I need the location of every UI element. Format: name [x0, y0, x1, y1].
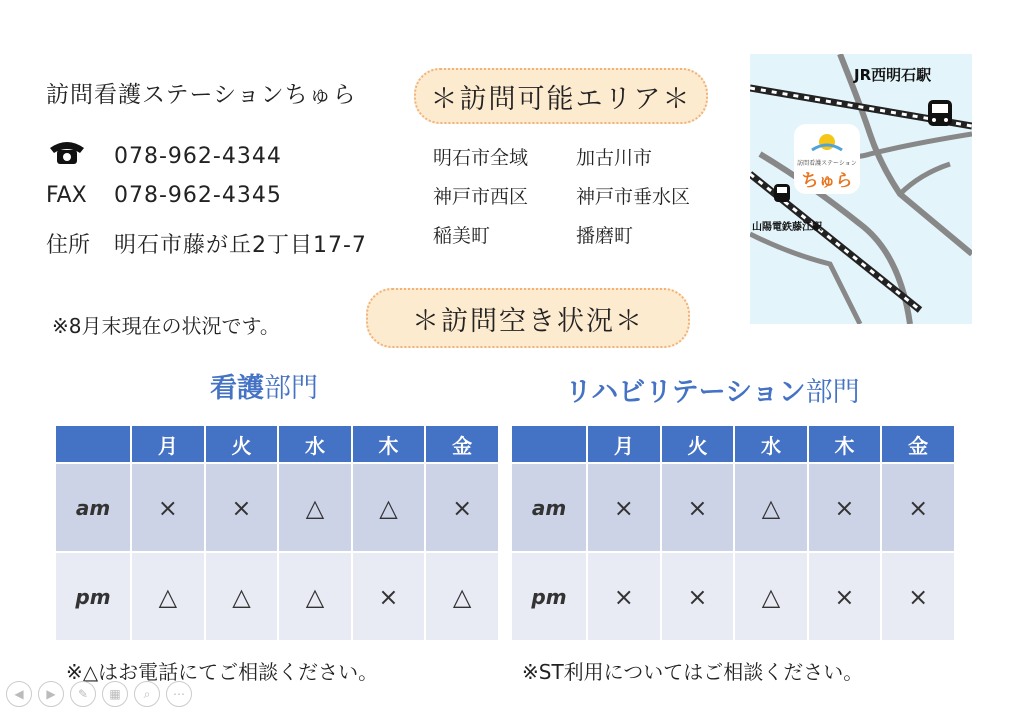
slot-cell: △ — [426, 553, 498, 640]
slot-cell: × — [662, 553, 734, 640]
day-header: 水 — [279, 426, 350, 462]
nursing-footnote: ※△はお電話にてご相談ください。 — [66, 660, 379, 684]
area-item: 神戸市西区 — [433, 186, 529, 208]
access-map — [750, 54, 972, 324]
phone-icon — [46, 138, 114, 174]
prev-icon[interactable]: ◀ — [6, 681, 32, 707]
slot-cell: × — [353, 553, 425, 640]
zoom-icon[interactable]: ⌕ — [134, 681, 160, 707]
table-row — [56, 553, 498, 640]
next-icon[interactable]: ▶ — [38, 681, 64, 707]
address-label: 住所 — [46, 233, 91, 258]
day-header: 月 — [588, 426, 660, 462]
area-item: 明石市全域 — [433, 147, 529, 169]
row-label: pm — [56, 553, 130, 640]
slot-cell: △ — [132, 553, 204, 640]
status-note: ※8月末現在の状況です。 — [52, 314, 280, 338]
fax-number: 078-962-4345 — [114, 183, 282, 208]
day-header: 金 — [882, 426, 954, 462]
table-row — [56, 464, 498, 551]
slot-cell: × — [426, 464, 498, 551]
rehab-section-title — [565, 370, 860, 409]
row-label: am — [512, 464, 586, 551]
day-header: 金 — [426, 426, 498, 462]
slot-cell: × — [882, 464, 954, 551]
slot-cell: × — [206, 464, 278, 551]
rehab-title: リハビリテーション — [565, 377, 806, 408]
slides-icon[interactable]: ▦ — [102, 681, 128, 707]
phone-row — [46, 138, 282, 174]
area-item: 稲美町 — [433, 225, 491, 247]
nursing-title-suffix: 部門 — [264, 373, 318, 404]
train-icon — [772, 182, 792, 210]
slot-cell: × — [662, 464, 734, 551]
rehab-title-suffix: 部門 — [805, 377, 860, 408]
map-station-bottom: 山陽電鉄藤江駅 — [752, 222, 822, 233]
slot-cell: × — [809, 464, 881, 551]
slot-cell: △ — [353, 464, 425, 551]
slot-cell: × — [882, 553, 954, 640]
phone-number: 078-962-4344 — [114, 143, 282, 169]
logo-name: ちゅら — [801, 171, 853, 191]
more-icon[interactable]: ⋯ — [166, 681, 192, 707]
slot-cell: × — [588, 553, 660, 640]
slot-cell: × — [809, 553, 881, 640]
nursing-title: 看護 — [210, 373, 264, 404]
logo-caption: 訪問看護ステーション — [797, 160, 857, 167]
table-corner — [56, 426, 130, 462]
sun-logo-icon — [794, 126, 860, 156]
slide-toolbar — [6, 681, 192, 707]
rehab-schedule-table — [510, 424, 956, 642]
slot-cell: × — [132, 464, 204, 551]
fax-row — [46, 183, 282, 208]
nursing-schedule-table — [54, 424, 500, 642]
area-item: 加古川市 — [576, 147, 653, 169]
rehab-footnote: ※ST利用についてはご相談ください。 — [522, 660, 864, 684]
table-row — [512, 464, 954, 551]
area-item: 神戸市垂水区 — [576, 186, 691, 208]
nursing-section-title — [210, 366, 318, 405]
slot-cell: △ — [735, 464, 806, 551]
slot-cell: △ — [279, 464, 350, 551]
day-header: 木 — [353, 426, 425, 462]
map-station-top: JR西明石駅 — [854, 66, 932, 84]
day-header: 火 — [662, 426, 734, 462]
row-label: am — [56, 464, 130, 551]
address-row — [46, 228, 367, 259]
area-item: 播磨町 — [576, 225, 634, 247]
slot-cell: × — [588, 464, 660, 551]
train-icon — [926, 98, 954, 136]
page-title: 訪問看護ステーションちゅら — [46, 82, 357, 108]
day-header: 月 — [132, 426, 204, 462]
pen-icon[interactable]: ✎ — [70, 681, 96, 707]
address-value: 明石市藤が丘2丁目17-7 — [114, 233, 367, 258]
slot-cell: △ — [279, 553, 350, 640]
day-header: 火 — [206, 426, 278, 462]
slot-cell: △ — [206, 553, 278, 640]
vacancy-badge: ＊訪問空き状況＊ — [366, 288, 690, 348]
fax-label: FAX — [46, 183, 87, 208]
row-label: pm — [512, 553, 586, 640]
table-corner — [512, 426, 586, 462]
map-logo — [794, 124, 860, 194]
day-header: 水 — [735, 426, 806, 462]
table-row — [512, 553, 954, 640]
area-badge: ＊訪問可能エリア＊ — [414, 68, 708, 124]
slot-cell: △ — [735, 553, 806, 640]
day-header: 木 — [809, 426, 881, 462]
